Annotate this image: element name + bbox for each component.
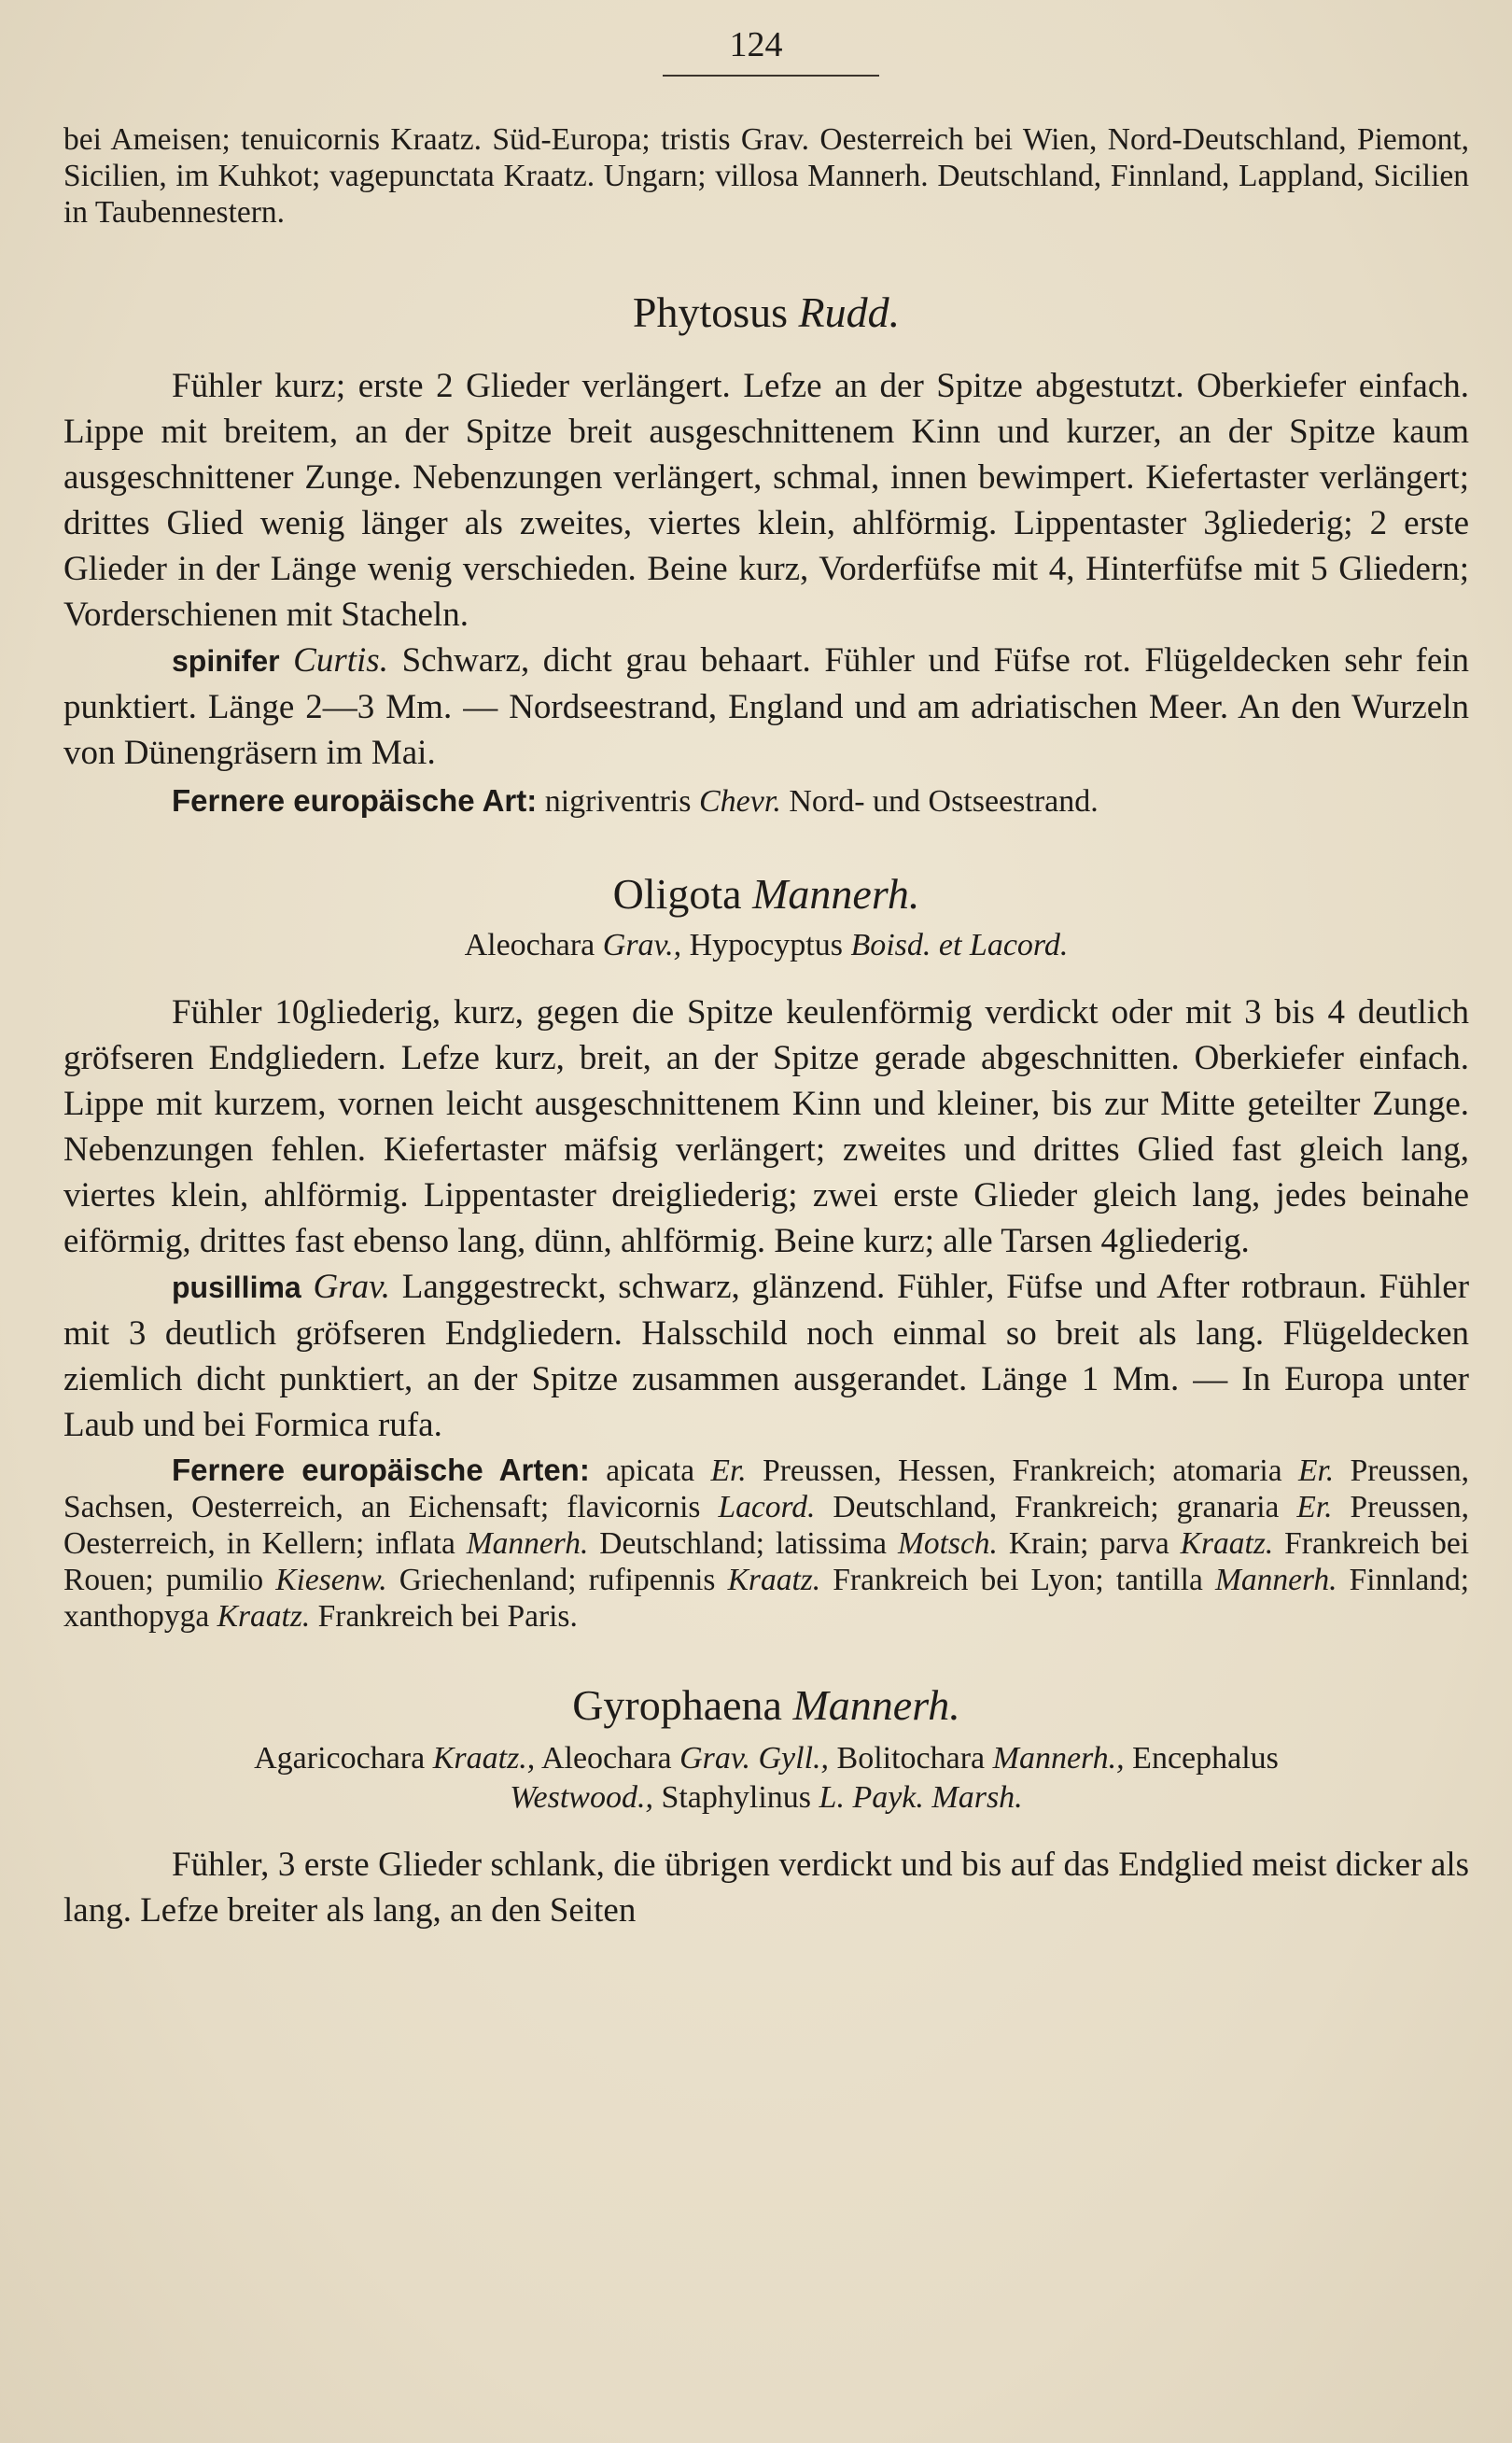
synonym: Encephalus (1132, 1741, 1279, 1776)
further-species-item (1116, 1563, 1469, 1597)
further-species-locality: Griechenland; (399, 1563, 577, 1597)
header-rule (663, 75, 879, 77)
further-label: Fernere europäische Art: (172, 783, 538, 818)
further-species-author: Er. (1297, 1453, 1335, 1488)
further-species-author: Kraatz. (727, 1563, 821, 1597)
further-species-locality: Frankreich bei Paris. (317, 1599, 578, 1634)
synonym-author: Mannerh., (992, 1741, 1125, 1776)
further-species-name: granaria (1176, 1490, 1280, 1524)
further-species-oligota (63, 1452, 1469, 1635)
genus-name: Phytosus (632, 288, 789, 336)
synonym: Aleochara (540, 1741, 672, 1776)
further-species-author: Mannerh. (1214, 1563, 1337, 1597)
synonym: Aleochara (464, 928, 595, 962)
further-species-name: latissima (775, 1526, 888, 1561)
synonym-author: Westwood., (510, 1780, 653, 1815)
synonym: Bolitochara (836, 1741, 986, 1776)
further-species-item (375, 1526, 764, 1561)
genus-name: Oligota (612, 870, 742, 918)
further-species-locality: Deutschland, Frankreich; (833, 1490, 1159, 1524)
genus-description-phytosus: Fühler kurz; erste 2 Glieder verlängert. Lefze an der Spitze abgestutzt. Oberkiefer einfach. Lippe mit breitem, an der Spitze breit ausgeschnittenem Kinn und kurzer, an der Spitze kaum ausgeschnittener Zunge. Nebenzungen verlängert, schmal, innen bewimpert. Kiefertaster verlängert; drittes Glied wenig länger als zweites, viertes klein, ahlförmig. Lippentaster 3gliederig; 2 erste Glieder in der Länge wenig verschieden. Beine kurz, Vorderfüfse mit 4, Hinterfüfse mit 5 Gliedern; Vorderschienen mit Stacheln. (63, 367, 1469, 634)
genus-heading-oligota (63, 868, 1469, 920)
text-column (63, 121, 1469, 1933)
further-name: nigriventris (544, 784, 692, 819)
further-species-author: Motsch. (897, 1526, 998, 1561)
genus-description-gyrophaena: Fühler, 3 erste Glieder schlank, die übrigen verdickt und bis auf das Endglied meist dicker als lang. Lefze breiter als lang, an den Seiten (63, 1846, 1469, 1930)
further-species-author: Mannerh. (466, 1526, 589, 1561)
genus-author: Mannerh. (792, 1681, 960, 1729)
species-name: spinifer (172, 644, 280, 678)
further-species-item (589, 1563, 1104, 1597)
further-author: Chevr. (699, 784, 781, 819)
page-number: 124 (729, 25, 783, 64)
further-species-locality: Finnland; (1349, 1563, 1470, 1597)
further-species-author: Er. (1296, 1490, 1333, 1524)
further-species-author: Er. (710, 1453, 747, 1488)
further-species-name: xanthopyga (63, 1599, 210, 1634)
synonym-author: Grav. Gyll., (679, 1741, 830, 1776)
species-author: Grav. (313, 1268, 390, 1306)
synonyms-gyrophaena (63, 1739, 1469, 1818)
further-species-author: Kraatz. (1180, 1526, 1274, 1561)
species-entry-spinifer (63, 638, 1469, 776)
genus-heading-gyrophaena (63, 1679, 1469, 1732)
further-species-phytosus (63, 779, 1469, 823)
species-name: pusillima (172, 1271, 301, 1304)
further-species-locality: Preussen, Hessen, Frankreich; (763, 1453, 1156, 1488)
further-label: Fernere europäische Arten: (172, 1453, 590, 1487)
synonym-author: Boisd. et Lacord. (850, 928, 1069, 962)
further-species-locality: Frankreich bei Rouen; (63, 1526, 1470, 1597)
further-species-name: parva (1099, 1526, 1169, 1561)
intro-paragraph: bei Ameisen; tenuicornis Kraatz. Süd-Europa; tristis Grav. Oesterreich bei Wien, Nord-Deutschland, Piemont, Sicilien, im Kuhkot; vagepunctata Kraatz. Ungarn; villosa Mannerh. Deutschland, Finnland, Lappland, Sicilien in Taubennestern. (63, 122, 1469, 230)
synonyms-oligota (63, 926, 1469, 965)
further-species-item (567, 1490, 1158, 1524)
further-species-item (606, 1453, 1156, 1488)
genus-description-oligota: Fühler 10gliederig, kurz, gegen die Spitze keulenförmig verdickt oder mit 3 bis 4 deutlich gröfseren Endgliedern. Lefze kurz, breit, an der Spitze gerade abgeschnitten. Oberkiefer einfach. Lippe mit kurzem, vornen leicht ausgeschnittenem Kinn und kleiner, bis zur Mitte geteilter Zunge. Nebenzungen fehlen. Kiefertaster mäfsig verlängert; zweites und drittes Glied fast gleich lang, viertes klein, ahlförmig. Lippentaster dreigliederig; zwei erste Glieder gleich lang, jedes beinahe eiförmig, drittes fast ebenso lang, dünn, ahlförmig. Beine kurz; alle Tarsen 4gliederig. (63, 993, 1469, 1260)
species-text: Schwarz, dicht grau behaart. Fühler und Füfse rot. Flügeldecken sehr fein punktiert. Länge 2—3 Mm. — Nordseestrand, England und am adriatischen Meer. An den Wurzeln von Dünengräsern im Mai. (63, 641, 1470, 772)
further-text: Nord- und Ostseestrand. (789, 784, 1099, 819)
synonym-author: Grav., (602, 928, 682, 962)
further-species-author: Kraatz. (217, 1599, 311, 1634)
further-species-name: pumilio (165, 1563, 264, 1597)
further-species-author: Kiesenw. (275, 1563, 387, 1597)
further-species-item (776, 1526, 1089, 1561)
genus-name: Gyrophaena (572, 1681, 782, 1729)
further-species-locality: Preussen, Oesterreich, in Kellern; (63, 1490, 1470, 1561)
synonym-author: Kraatz., (432, 1741, 536, 1776)
further-species-name: tantilla (1115, 1563, 1203, 1597)
species-author: Curtis. (293, 641, 388, 680)
further-species-name: atomaria (1172, 1453, 1282, 1488)
further-species-locality: Preussen, Sachsen, Oesterreich, an Eichensaft; (63, 1453, 1470, 1524)
further-species-item (166, 1563, 577, 1597)
synonym-author: L. Payk. Marsh. (819, 1780, 1023, 1815)
further-species-author: Lacord. (718, 1490, 816, 1524)
further-species-name: apicata (606, 1453, 695, 1488)
synonym: Staphylinus (661, 1780, 812, 1815)
synonym: Agaricochara (254, 1741, 426, 1776)
further-species-name: inflata (375, 1526, 455, 1561)
further-species-locality: Frankreich bei Lyon; (833, 1563, 1104, 1597)
further-species-item (63, 1599, 578, 1634)
species-entry-pusillima (63, 1264, 1469, 1448)
genus-author: Rudd. (798, 288, 901, 336)
genus-heading-phytosus (63, 287, 1469, 339)
further-species-name: rufipennis (588, 1563, 716, 1597)
further-species-locality: Krain; (1008, 1526, 1089, 1561)
genus-author: Mannerh. (752, 870, 920, 918)
species-text: Langgestreckt, schwarz, glänzend. Fühler, Füfse und After rotbraun. Fühler mit 3 deutlich gröfseren Endgliedern. Halsschild noch einmal so breit als lang. Flügeldecken ziemlich dicht punktiert, an der Spitze zusammen ausgerandet. Länge 1 Mm. — In Europa unter Laub und bei Formica rufa. (63, 1268, 1470, 1444)
further-species-locality: Deutschland; (599, 1526, 765, 1561)
further-species-name: flavicornis (567, 1490, 701, 1524)
synonym: Hypocyptus (689, 928, 843, 962)
